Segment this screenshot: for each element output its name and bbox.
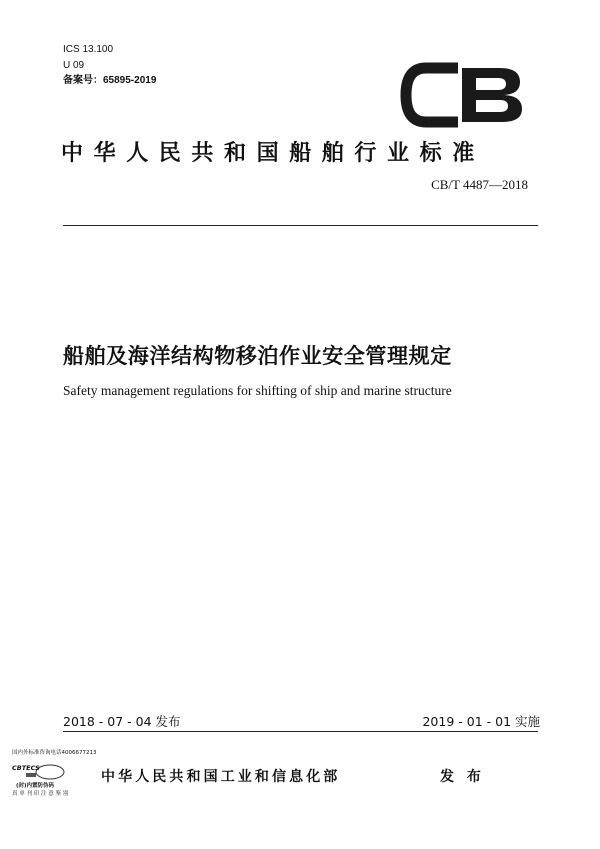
cb-logo-b [462, 68, 522, 122]
meta-class-code: U 09 [63, 60, 85, 71]
footer-rule [63, 731, 538, 732]
stamp-brand: CBTECS [12, 764, 40, 772]
industry-standard-title: 中华人民共和国船舶行业标准 [61, 141, 485, 166]
cb-logo-c [406, 68, 458, 122]
publish-label: 发 布 [440, 769, 485, 785]
meta-ics: ICS 13.100 [63, 44, 114, 55]
header-rule [63, 225, 538, 226]
anti-counterfeit-stamp [10, 748, 97, 808]
issue-date: 2018 - 07 - 04 发布 [63, 714, 181, 729]
issuing-authority: 中华人民共和国工业和信息化部 [101, 769, 341, 785]
implement-date: 2019 - 01 - 01 实施 [422, 714, 540, 729]
stamp-line-3: 真 单 刊 印 注 意 鉴 别 [12, 791, 69, 797]
stamp-line-2: (封)内置防伪码 [16, 783, 55, 789]
stamp-line-1: 国内外标准咨询电话4006677213 [12, 750, 97, 756]
standard-number: CB/T 4487—2018 [431, 177, 528, 192]
document-title-chinese: 船舶及海洋结构物移泊作业安全管理规定 [63, 344, 452, 368]
meta-record-number: 备案号：65895-2019 [63, 75, 157, 86]
cb-logo-text: CB [400, 60, 402, 61]
cb-logo [400, 60, 528, 130]
document-title-english: Safety management regulations for shifting of ship and marine structure [63, 383, 452, 398]
